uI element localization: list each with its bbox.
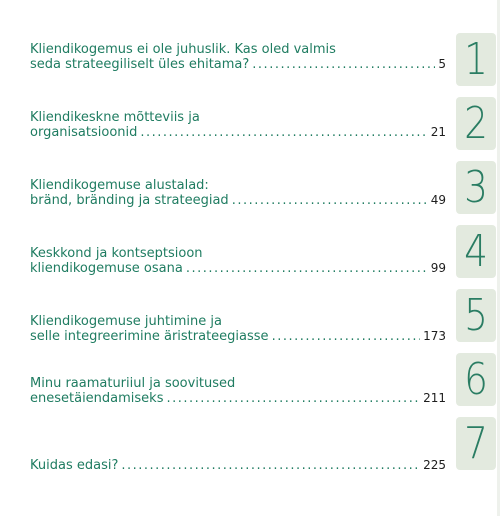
chapter-tab-6[interactable] <box>456 353 496 406</box>
toc-entry-title-line: Minu raamaturiiul ja soovitused <box>30 376 236 391</box>
chapter-tab-7[interactable] <box>456 417 496 470</box>
toc-entry-title-line: Kliendikogemus ei ole juhuslik. Kas oled valmis <box>30 42 336 57</box>
toc-page-number: 225 <box>423 458 446 472</box>
chapter-tab-number: 6 <box>464 353 488 405</box>
toc-entry-title-line: organisatsioonid <box>30 125 138 140</box>
toc-entry-title-line: Kuidas edasi? <box>30 458 119 473</box>
toc-page-number: 21 <box>430 125 446 139</box>
toc-entry-title-line: kliendikogemuse osana <box>30 261 183 276</box>
toc-entry-4[interactable] <box>30 246 446 276</box>
dot-leader <box>121 458 420 473</box>
chapter-tab-number: 7 <box>464 417 488 469</box>
toc-entry-1[interactable] <box>30 42 446 72</box>
toc-page-number: 49 <box>430 193 446 207</box>
toc-entry-title-line: bränd, bränding ja strateegiad <box>30 193 229 208</box>
chapter-tab-1[interactable] <box>456 33 496 86</box>
dot-leader <box>167 391 421 406</box>
chapter-tab-number: 1 <box>464 33 488 85</box>
toc-page-number: 5 <box>438 57 446 71</box>
toc-entry-2[interactable] <box>30 110 446 140</box>
toc-entry-3[interactable] <box>30 178 446 208</box>
toc-entry-title-line: seda strateegiliselt üles ehitama? <box>30 57 250 72</box>
toc-entry-6[interactable] <box>30 376 446 406</box>
toc-entry-title-line: Kliendikeskne mõtteviis ja <box>30 110 200 125</box>
dot-leader <box>186 261 428 276</box>
dot-leader <box>252 57 435 72</box>
chapter-tab-3[interactable] <box>456 161 496 214</box>
toc-entry-title-line: enesetäiendamiseks <box>30 391 164 406</box>
chapter-tab-5[interactable] <box>456 289 496 342</box>
chapter-tab-number: 2 <box>464 97 488 149</box>
toc-page-number: 99 <box>430 261 446 275</box>
toc-entry-title-line: Kliendikogemuse juhtimine ja <box>30 314 222 329</box>
toc-entry-5[interactable] <box>30 314 446 344</box>
chapter-tab-2[interactable] <box>456 97 496 150</box>
chapter-tab-number: 5 <box>464 289 488 341</box>
table-of-contents <box>30 0 446 516</box>
dot-leader <box>232 193 428 208</box>
toc-entry-title-line: selle integreerimine äristrateegiasse <box>30 329 269 344</box>
dot-leader <box>140 125 427 140</box>
dot-leader <box>272 329 421 344</box>
toc-entry-title-line: Keskkond ja kontseptsioon <box>30 246 203 261</box>
toc-entry-title-line: Kliendikogemuse alustalad: <box>30 178 209 193</box>
chapter-tab-number: 4 <box>464 225 488 277</box>
toc-page-number: 211 <box>423 391 446 405</box>
toc-entry-7[interactable] <box>30 458 446 473</box>
chapter-tab-number: 3 <box>464 161 488 213</box>
chapter-tab-4[interactable] <box>456 225 496 278</box>
toc-page-number: 173 <box>423 329 446 343</box>
